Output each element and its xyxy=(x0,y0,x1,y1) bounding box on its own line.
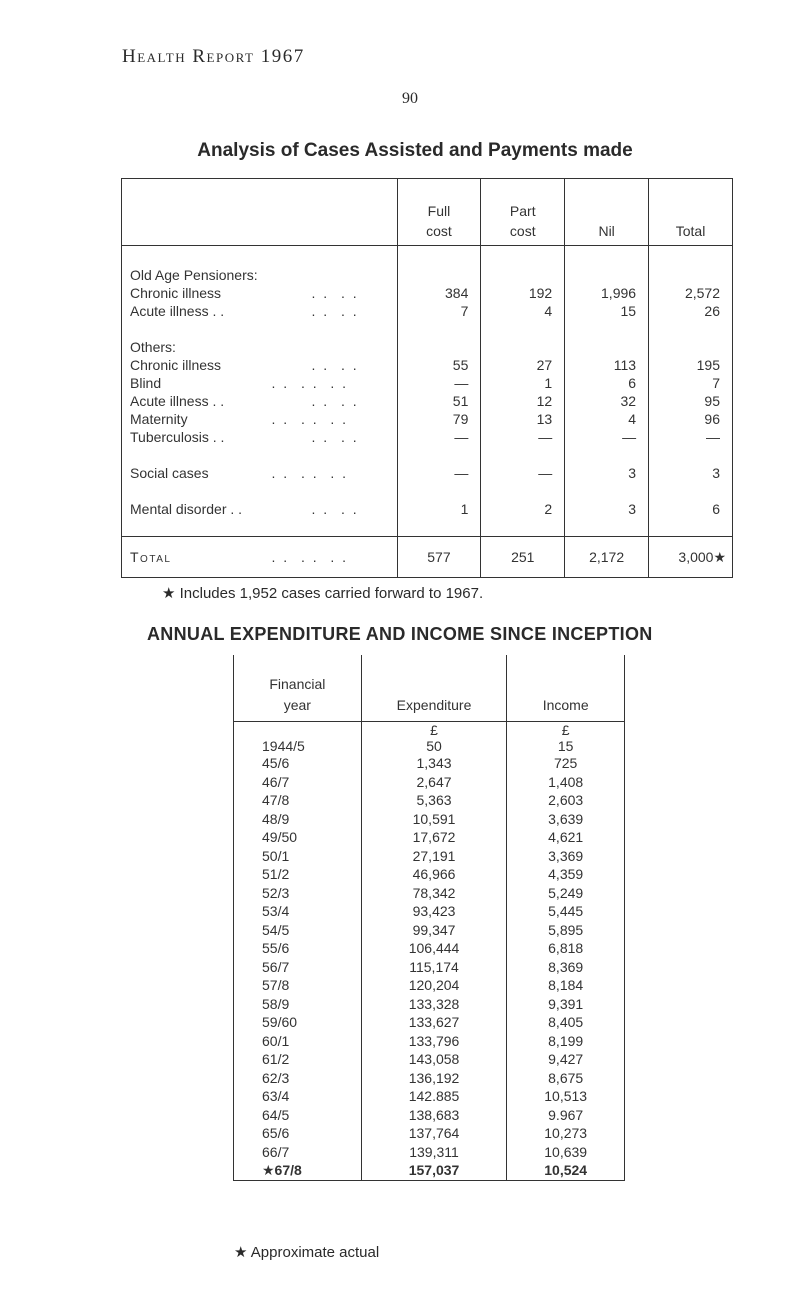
cell-nil: 1,996 xyxy=(565,284,649,302)
cell-nil: 4 xyxy=(565,410,649,428)
cell-part: — xyxy=(481,464,565,482)
table-header-row xyxy=(122,179,733,246)
cell-income: 9.967 xyxy=(507,1106,625,1125)
table-row xyxy=(234,810,625,829)
table-row xyxy=(234,773,625,792)
table-row xyxy=(234,1124,625,1143)
cell-income: 10,639 xyxy=(507,1143,625,1162)
header-income: Income xyxy=(507,655,625,722)
cell-income: 3,639 xyxy=(507,810,625,829)
table-row xyxy=(234,847,625,866)
cell-year: ★67/8 xyxy=(234,1161,362,1180)
cell-year: 62/3 xyxy=(234,1069,362,1088)
cell-income: 5,445 xyxy=(507,902,625,921)
expenditure-income-table xyxy=(233,655,625,1181)
table-row xyxy=(234,1013,625,1032)
table-row xyxy=(234,865,625,884)
table-row: Acute illness . . . . . . 51 12 32 95 xyxy=(122,392,733,410)
cases-footnote: ★ Includes 1,952 cases carried forward to 1967. xyxy=(162,585,484,602)
currency-symbol: £ xyxy=(430,722,438,738)
cell-year: 1944/5 xyxy=(234,722,362,755)
currency-symbol: £ xyxy=(561,722,570,738)
income-value: 15 xyxy=(557,738,574,754)
cell-nil: 3 xyxy=(565,500,649,518)
cell-total: 3 xyxy=(649,464,733,482)
cell-total: 95 xyxy=(649,392,733,410)
row-label: Acute illness . . xyxy=(130,393,225,409)
cell-year: 58/9 xyxy=(234,995,362,1014)
cell-full: 51 xyxy=(397,392,481,410)
cell-expenditure: 138,683 xyxy=(361,1106,507,1125)
cell-income: 5,249 xyxy=(507,884,625,903)
cell-part: 2 xyxy=(481,500,565,518)
cell-expenditure: 106,444 xyxy=(361,939,507,958)
group-label-others: Others: xyxy=(122,338,398,356)
cell-expenditure: 120,204 xyxy=(361,976,507,995)
cell-year: 52/3 xyxy=(234,884,362,903)
cell-part: 27 xyxy=(481,356,565,374)
total-full: 577 xyxy=(397,537,481,578)
row-label: Mental disorder . . xyxy=(130,501,243,517)
cell-income: 2,603 xyxy=(507,791,625,810)
row-label: Tuberculosis . . xyxy=(130,429,225,445)
row-label: Maternity xyxy=(130,411,188,427)
cell-nil: 3 xyxy=(565,464,649,482)
cell-expenditure xyxy=(361,722,507,755)
cell-year: 60/1 xyxy=(234,1032,362,1051)
cell-year: 57/8 xyxy=(234,976,362,995)
cell-nil: 113 xyxy=(565,356,649,374)
group-row-old-age xyxy=(122,266,733,284)
cell-expenditure: 17,672 xyxy=(361,828,507,847)
cell-expenditure: 133,328 xyxy=(361,995,507,1014)
page-number: 90 xyxy=(402,90,418,107)
cell-income: 8,184 xyxy=(507,976,625,995)
cell-total: 2,572 xyxy=(649,284,733,302)
cell-full: — xyxy=(397,428,481,446)
cell-year: 56/7 xyxy=(234,958,362,977)
cell-income: 1,408 xyxy=(507,773,625,792)
total-part: 251 xyxy=(481,537,565,578)
cell-income: 725 xyxy=(507,754,625,773)
cell-expenditure: 5,363 xyxy=(361,791,507,810)
cell-expenditure: 1,343 xyxy=(361,754,507,773)
cell-year: 46/7 xyxy=(234,773,362,792)
total-nil: 2,172 xyxy=(565,537,649,578)
cell-income: 8,675 xyxy=(507,1069,625,1088)
cell-part: 13 xyxy=(481,410,565,428)
cell-year: 55/6 xyxy=(234,939,362,958)
cell-part: 12 xyxy=(481,392,565,410)
cell-year: 63/4 xyxy=(234,1087,362,1106)
cell-expenditure: 78,342 xyxy=(361,884,507,903)
cell-expenditure: 27,191 xyxy=(361,847,507,866)
cell-income xyxy=(507,722,625,755)
expenditure-footnote: ★ Approximate actual xyxy=(234,1244,380,1261)
cell-year: 50/1 xyxy=(234,847,362,866)
cell-year: 47/8 xyxy=(234,791,362,810)
total-total: 3,000★ xyxy=(649,537,733,578)
table-row xyxy=(234,884,625,903)
cell-income: 4,621 xyxy=(507,828,625,847)
row-label: Acute illness . . xyxy=(130,303,225,319)
cell-expenditure: 46,966 xyxy=(361,865,507,884)
table-row: Acute illness . . . . . . 7 4 15 26 xyxy=(122,302,733,320)
cell-year: 61/2 xyxy=(234,1050,362,1069)
cell-full: — xyxy=(397,464,481,482)
expenditure-value: 50 xyxy=(426,738,442,754)
cell-full: 1 xyxy=(397,500,481,518)
table-row xyxy=(234,976,625,995)
group-row-others xyxy=(122,338,733,356)
cell-expenditure: 133,796 xyxy=(361,1032,507,1051)
cases-analysis-table xyxy=(121,178,733,578)
header-nil: Nil xyxy=(565,179,649,246)
cell-year: 48/9 xyxy=(234,810,362,829)
cell-expenditure: 143,058 xyxy=(361,1050,507,1069)
cell-income: 4,359 xyxy=(507,865,625,884)
cell-expenditure: 10,591 xyxy=(361,810,507,829)
cell-part: 192 xyxy=(481,284,565,302)
table-row xyxy=(234,1087,625,1106)
cell-year: 49/50 xyxy=(234,828,362,847)
table-row xyxy=(234,958,625,977)
cell-total: 96 xyxy=(649,410,733,428)
table-row xyxy=(234,1050,625,1069)
cell-part: 4 xyxy=(481,302,565,320)
table-row xyxy=(234,902,625,921)
header-total: Total xyxy=(649,179,733,246)
cell-expenditure: 139,311 xyxy=(361,1143,507,1162)
table-header-row xyxy=(234,655,625,722)
total-label: Total xyxy=(130,549,172,565)
table-row: Chronic illness . . . . 384 192 1,996 2,572 xyxy=(122,284,733,302)
cell-income: 10,513 xyxy=(507,1087,625,1106)
table-row xyxy=(234,995,625,1014)
header-full-cost xyxy=(397,179,481,246)
table-row: Mental disorder . . . . . . 1 2 3 6 xyxy=(122,500,733,518)
header-year-line1: Financial xyxy=(269,676,326,692)
header-part-cost xyxy=(481,179,565,246)
cell-expenditure: 136,192 xyxy=(361,1069,507,1088)
table-row: Tuberculosis . . . . . . — — — — xyxy=(122,428,733,446)
cell-full: 55 xyxy=(397,356,481,374)
cell-year: 54/5 xyxy=(234,921,362,940)
cell-year: 53/4 xyxy=(234,902,362,921)
table-row: Blind . . . . . . — 1 6 7 xyxy=(122,374,733,392)
cell-expenditure: 142.885 xyxy=(361,1087,507,1106)
cell-full: — xyxy=(397,374,481,392)
cell-full: 384 xyxy=(397,284,481,302)
row-label: Social cases xyxy=(130,465,209,481)
cell-year: 65/6 xyxy=(234,1124,362,1143)
table-row xyxy=(234,1069,625,1088)
row-label: Chronic illness xyxy=(130,285,222,301)
cell-income: 5,895 xyxy=(507,921,625,940)
cell-total: — xyxy=(649,428,733,446)
cell-income: 8,405 xyxy=(507,1013,625,1032)
table-row xyxy=(234,1161,625,1180)
cell-nil: 6 xyxy=(565,374,649,392)
cell-income: 10,524 xyxy=(507,1161,625,1180)
table-row: Social cases . . . . . . — — 3 3 xyxy=(122,464,733,482)
table-row xyxy=(234,1032,625,1051)
expenditure-table-title: ANNUAL EXPENDITURE AND INCOME SINCE INCEPTION xyxy=(147,624,653,644)
header-full-cost-line1: Full xyxy=(427,203,451,219)
cell-nil: — xyxy=(565,428,649,446)
cell-expenditure: 93,423 xyxy=(361,902,507,921)
cell-income: 3,369 xyxy=(507,847,625,866)
header-full-cost-line2: cost xyxy=(426,223,452,239)
cell-total: 6 xyxy=(649,500,733,518)
cell-year: 51/2 xyxy=(234,865,362,884)
cell-total: 195 xyxy=(649,356,733,374)
table-row xyxy=(234,722,625,755)
table-row xyxy=(234,939,625,958)
row-label: Chronic illness xyxy=(130,357,222,373)
table-row: Maternity . . . . . . 79 13 4 96 xyxy=(122,410,733,428)
table-row xyxy=(234,1106,625,1125)
header-category-cell xyxy=(122,179,398,246)
row-label: Blind xyxy=(130,375,162,391)
cases-table-title: Analysis of Cases Assisted and Payments made xyxy=(197,140,633,161)
cell-income: 8,369 xyxy=(507,958,625,977)
table-row xyxy=(234,754,625,773)
cell-part: 1 xyxy=(481,374,565,392)
cell-total: 7 xyxy=(649,374,733,392)
cell-year: 64/5 xyxy=(234,1106,362,1125)
header-part-cost-line1: Part xyxy=(509,203,536,219)
cell-income: 9,391 xyxy=(507,995,625,1014)
header-part-cost-line2: cost xyxy=(509,223,536,239)
cell-expenditure: 133,627 xyxy=(361,1013,507,1032)
header-expenditure: Expenditure xyxy=(361,655,507,722)
cell-income: 6,818 xyxy=(507,939,625,958)
cell-year: 66/7 xyxy=(234,1143,362,1162)
total-row: Total . . . . . . 577 251 2,172 3,000★ xyxy=(122,537,733,578)
table-row xyxy=(234,921,625,940)
header-financial-year xyxy=(234,655,362,722)
cell-income: 8,199 xyxy=(507,1032,625,1051)
cell-expenditure: 2,647 xyxy=(361,773,507,792)
cell-income: 9,427 xyxy=(507,1050,625,1069)
header-year-line2: year xyxy=(283,697,311,713)
cell-year: 59/60 xyxy=(234,1013,362,1032)
cell-full: 7 xyxy=(397,302,481,320)
cell-expenditure: 99,347 xyxy=(361,921,507,940)
cell-expenditure: 137,764 xyxy=(361,1124,507,1143)
cell-nil: 15 xyxy=(565,302,649,320)
cell-expenditure: 115,174 xyxy=(361,958,507,977)
table-row xyxy=(234,791,625,810)
table-row xyxy=(234,1143,625,1162)
cell-income: 10,273 xyxy=(507,1124,625,1143)
table-row: Chronic illness . . . . 55 27 113 195 xyxy=(122,356,733,374)
cell-full: 79 xyxy=(397,410,481,428)
expenditure-table-body xyxy=(234,722,625,1181)
table-row xyxy=(234,828,625,847)
cell-total: 26 xyxy=(649,302,733,320)
cell-year: 45/6 xyxy=(234,754,362,773)
cell-part: — xyxy=(481,428,565,446)
cell-expenditure: 157,037 xyxy=(361,1161,507,1180)
group-label-old-age: Old Age Pensioners: xyxy=(122,266,398,284)
report-header-title: Health Report 1967 xyxy=(122,46,305,67)
cell-nil: 32 xyxy=(565,392,649,410)
